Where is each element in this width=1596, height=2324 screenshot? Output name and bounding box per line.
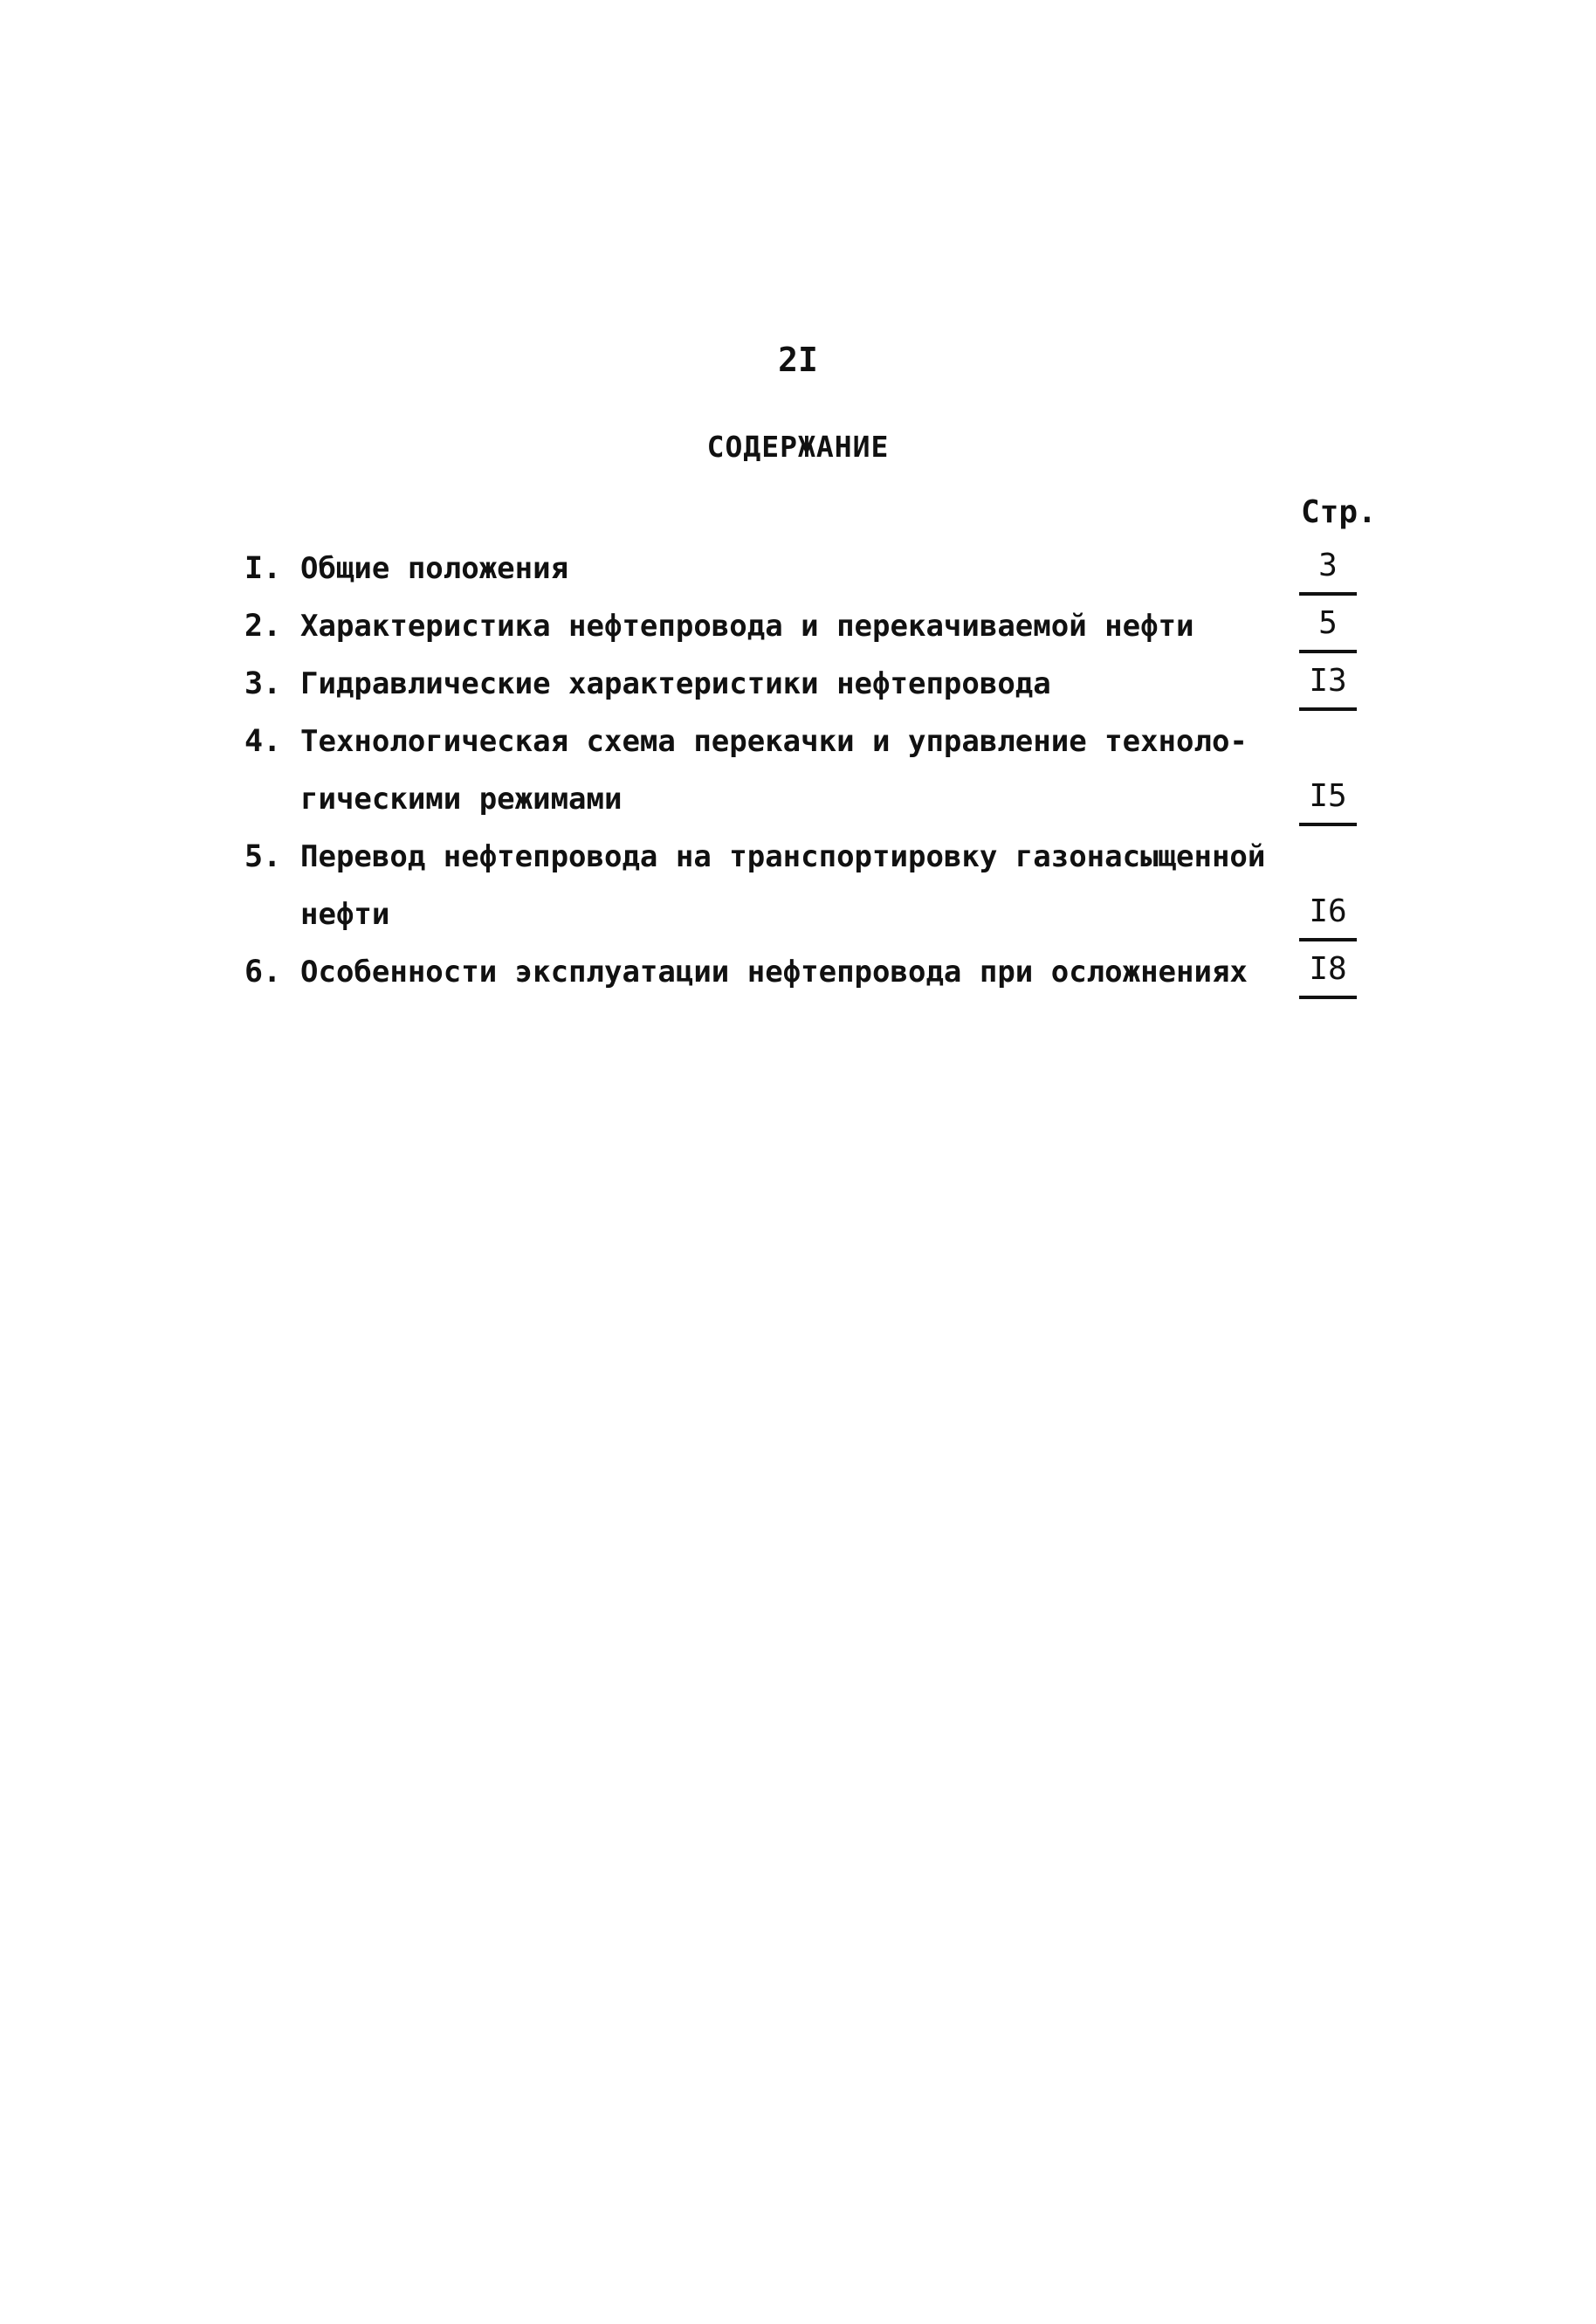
toc-item-page: 5 [1299,597,1357,653]
page-column-header: Стр. [1301,494,1377,530]
toc-item-text-continued: гическими режимами [300,782,623,817]
toc-item-number: 5. [244,839,282,874]
toc-list [244,540,1362,1001]
toc-item-number: I. [244,551,282,586]
toc-item-number: 4. [244,724,282,759]
toc-title: СОДЕРЖАНИЕ [706,430,890,464]
toc-item-5 [244,828,1362,943]
toc-item-6 [244,943,1362,1001]
toc-item-4 [244,713,1362,828]
toc-item-text: Общие положения [300,551,569,586]
toc-item-page: I6 [1299,886,1357,941]
toc-item-text-continued: нефти [300,897,390,932]
toc-item-2 [244,597,1362,655]
toc-item-3 [244,655,1362,713]
page-number: 2I [778,341,818,379]
toc-item-number: 2. [244,609,282,644]
toc-item-text: Особенности эксплуатации нефтепровода при осложнениях [300,955,1248,990]
toc-item-page: I8 [1299,943,1357,999]
toc-item-text: Технологическая схема перекачки и управление техноло- [300,724,1248,759]
toc-item-number: 3. [244,666,282,701]
toc-item-text: Характеристика нефтепровода и перекачиваемой нефти [300,609,1194,644]
toc-item-page: I5 [1299,770,1357,826]
toc-item-number: 6. [244,955,282,990]
toc-item-text: Гидравлические характеристики нефтепровода [300,666,1051,701]
toc-item-text: Перевод нефтепровода на транспортировку газонасыщенной [300,839,1266,874]
toc-item-page: 3 [1299,540,1357,596]
toc-item-page: I3 [1299,655,1357,711]
toc-item-1 [244,540,1362,597]
